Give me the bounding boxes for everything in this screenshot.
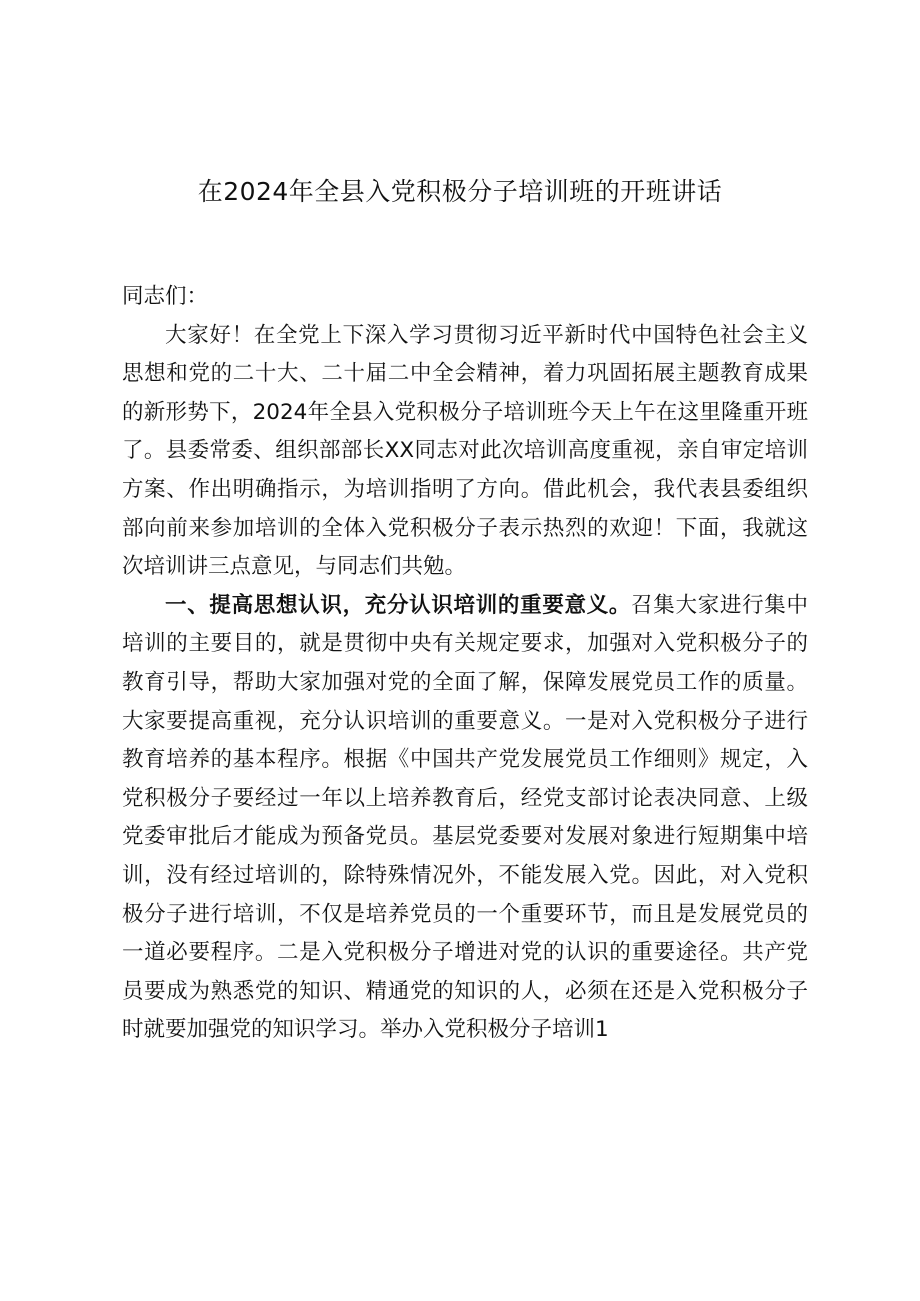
- paragraph-greeting: [122, 317, 808, 587]
- document-title: 在2024年全县入党积极分子培训班的开班讲话: [197, 177, 723, 206]
- paragraph-section-one: [122, 587, 808, 1050]
- document-body: [122, 278, 808, 1050]
- paragraph-text: 大家好！在全党上下深入学习贯彻习近平新时代中国特色社会主义思想和党的二十大、二十届二中全会精神，着力巩固拓展主题教育成果的新形势下，2024年全县入党积极分子培训班今天上午在这里隆重开班了。县委常委、组织部部长XX同志对此次培训高度重视，亲自审定培训方案、作出明确指示，为培训指明了方向。借此机会，我代表县委组织部向前来参加培训的全体入党积极分子表示热烈的欢迎！下面，我就这次培训讲三点意见，与同志们共勉。: [122, 322, 808, 580]
- paragraph-text: 召集大家进行集中培训的主要目的，就是贯彻中央有关规定要求，加强对入党积极分子的教育引导，帮助大家加强对党的全面了解，保障发展党员工作的质量。大家要提高重视，充分认识培训的重要意义。一是对入党积极分子进行教育培养的基本程序。根据《中国共产党发展党员工作细则》规定，入党积极分子要经过一年以上培养教育后，经党支部讨论表决同意、上级党委审批后才能成为预备党员。基层党委要对发展对象进行短期集中培训，没有经过培训的，除特殊情况外，不能发展入党。因此，对入党积极分子进行培训，不仅是培养党员的一个重要环节，而且是发展党员的一道必要程序。二是入党积极分子增进对党的认识的重要途径。共产党员要成为熟悉党的知识、精通党的知识的人，必须在还是入党积极分子时就要加强党的知识学习。举办入党积极分子培训1: [122, 592, 808, 1043]
- salutation: 同志们：: [122, 284, 209, 309]
- section-heading: 一、提高思想认识，充分认识培训的重要意义。: [165, 592, 632, 618]
